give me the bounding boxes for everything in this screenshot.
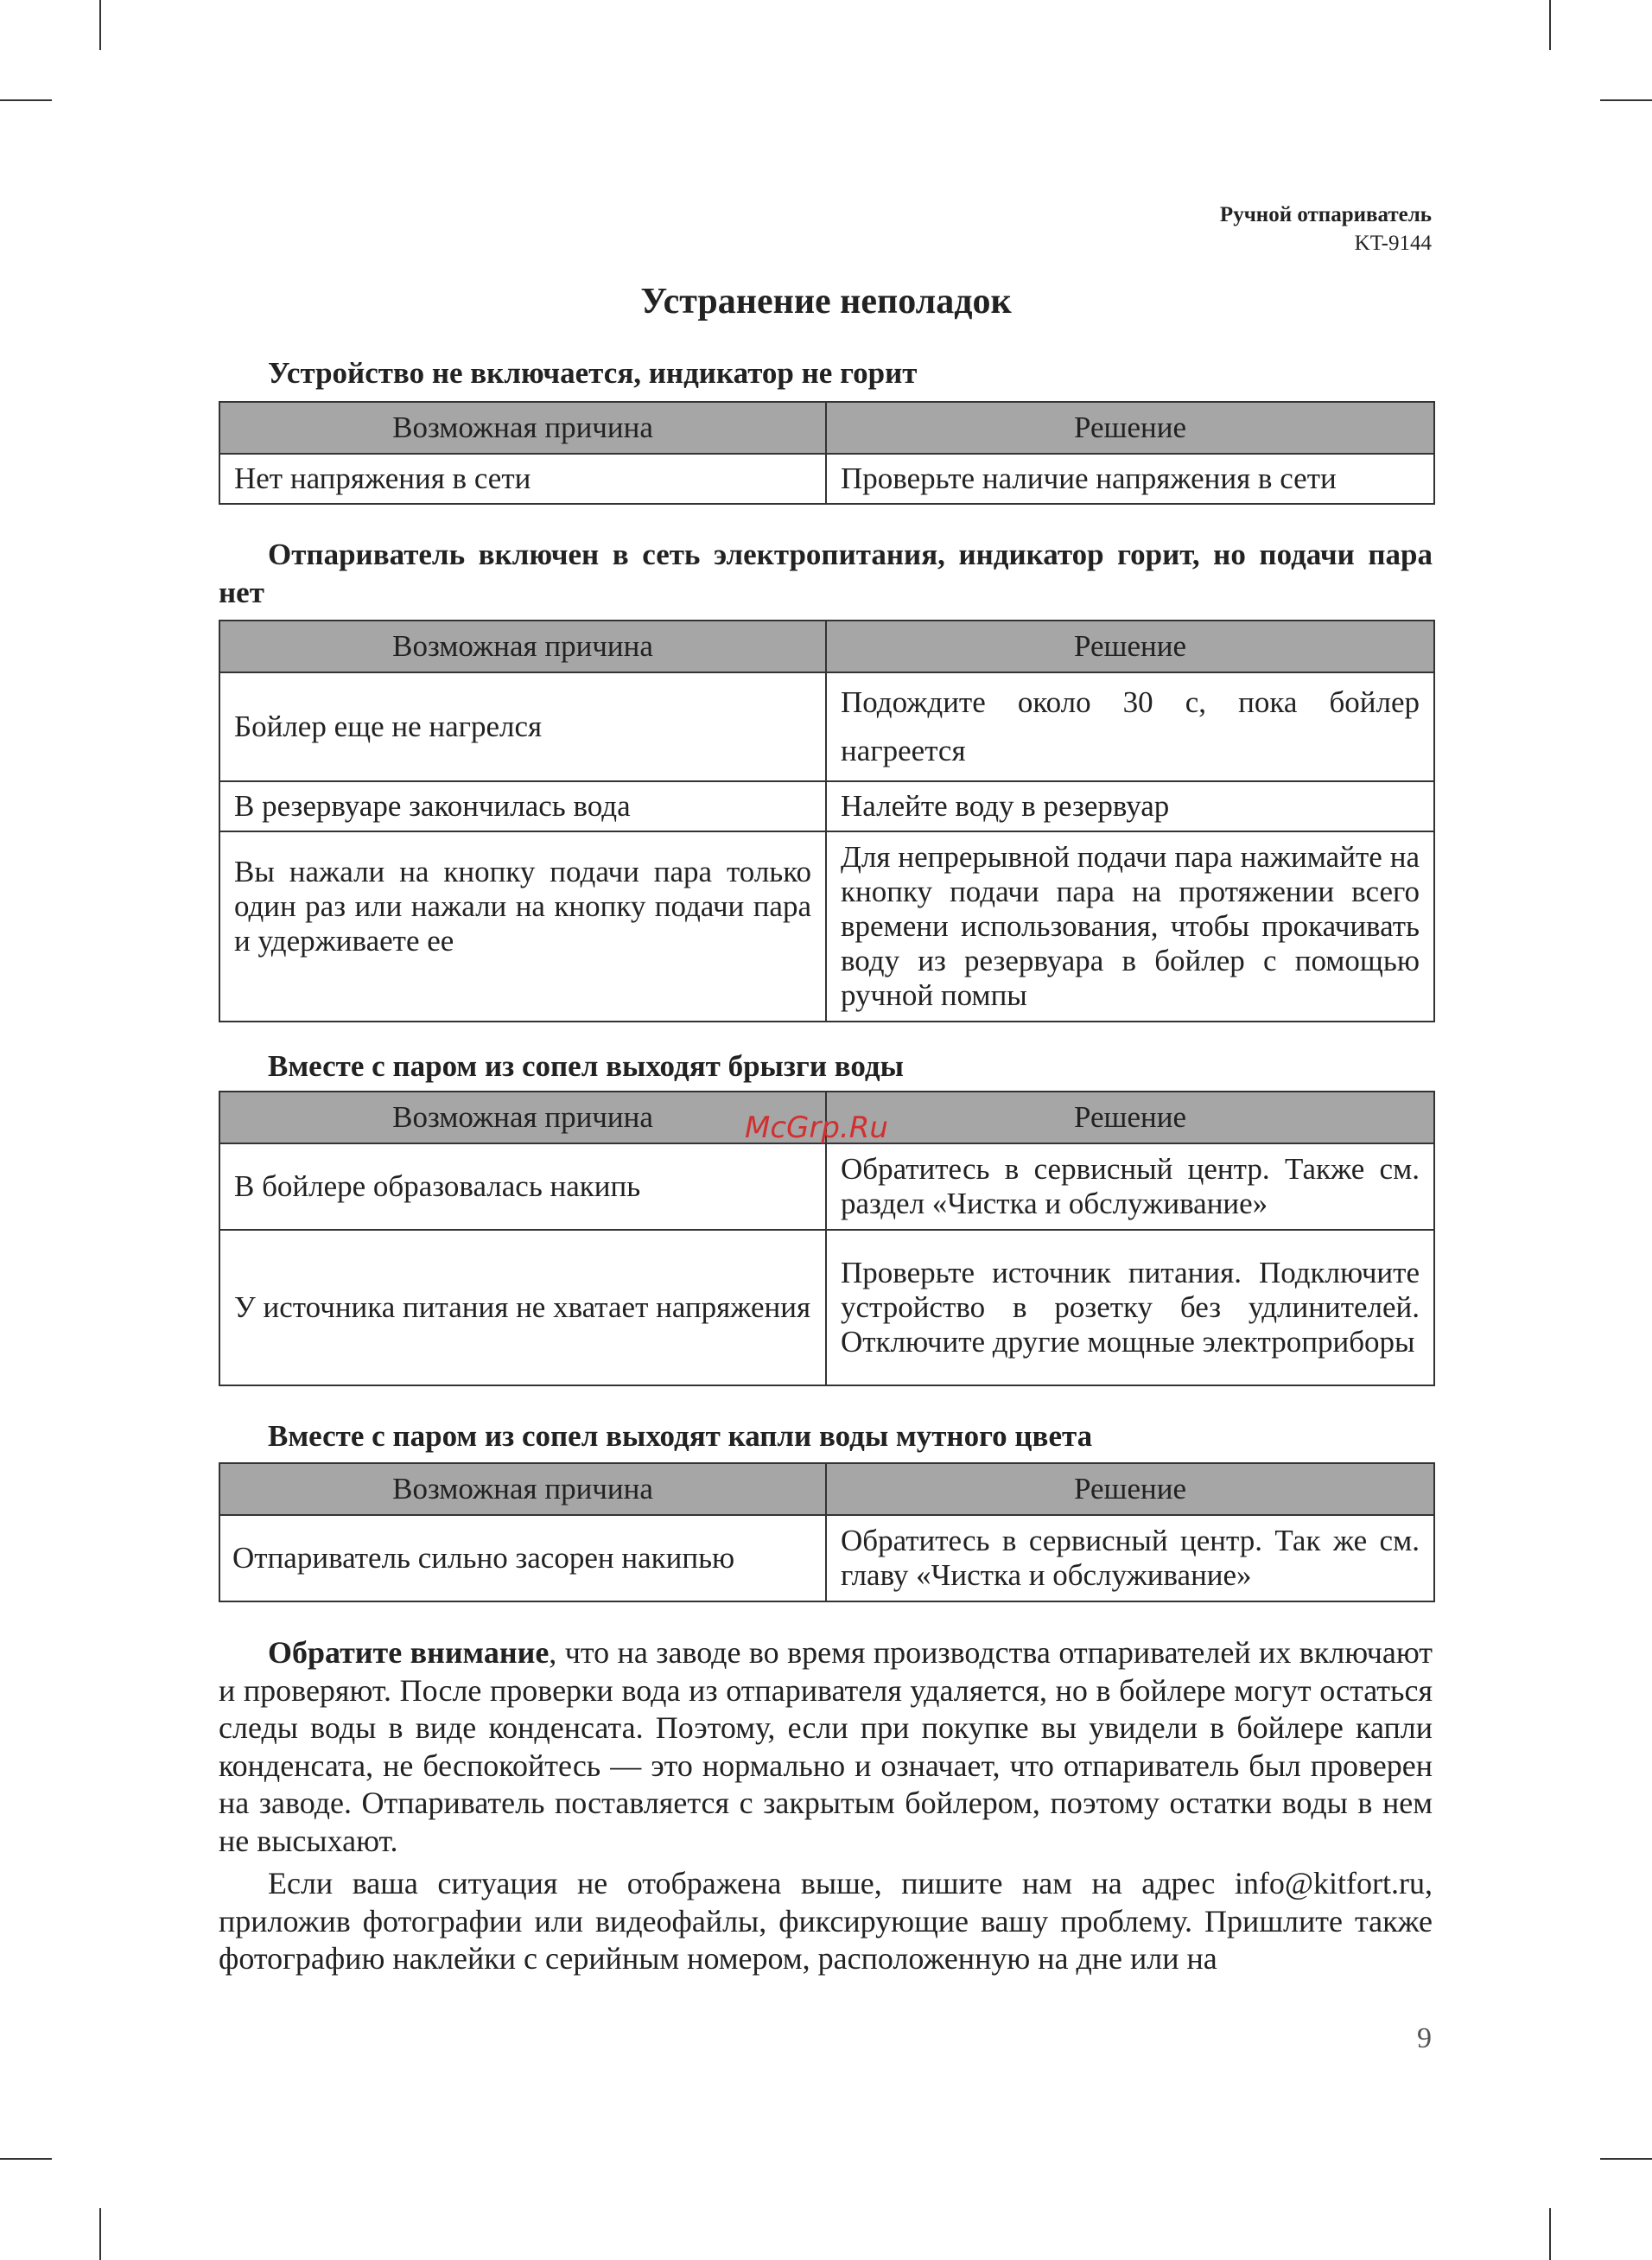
table-header-row — [219, 1463, 1434, 1515]
note-paragraph — [219, 1634, 1433, 1860]
crop-mark — [0, 2158, 52, 2160]
table-header-row — [219, 621, 1434, 672]
troubleshooting-table-2 — [219, 620, 1435, 1022]
table-row — [219, 672, 1434, 781]
table-row — [219, 1230, 1434, 1385]
solution-cell: Проверьте источник питания. Подключите устройство в розетку без удлинителей. Отключите другие мощные электроприборы — [826, 1230, 1434, 1385]
column-header-solution: Решение — [826, 621, 1434, 672]
section-heading-4: Вместе с паром из сопел выходят капли воды мутного цвета — [268, 1419, 1093, 1453]
crop-mark — [99, 2208, 101, 2260]
cause-cell: Бойлер еще не нагрелся — [219, 672, 826, 781]
table-row — [219, 781, 1434, 831]
running-header — [1220, 201, 1432, 258]
crop-mark — [99, 0, 101, 50]
column-header-cause: Возможная причина — [219, 621, 826, 672]
cause-cell: В резервуаре закончилась вода — [219, 781, 826, 831]
page-number: 9 — [1417, 2022, 1432, 2054]
solution-cell: Проверьте наличие напряжения в сети — [826, 454, 1434, 504]
table-row — [219, 831, 1434, 1022]
cause-cell: У источника питания не хватает напряжения — [219, 1230, 826, 1385]
crop-mark — [1600, 2158, 1652, 2160]
solution-cell: Обратитесь в сервисный центр. Так же см. главу «Чистка и обслуживание» — [826, 1515, 1434, 1601]
header-model: KT-9144 — [1354, 232, 1432, 255]
note-bold: Обратите внимание — [268, 1635, 550, 1670]
solution-cell: Для непрерывной подачи пара нажимайте на кнопку подачи пара на протяжении всего времени использования, чтобы прокачивать воду из резервуара в бойлер с помощью ручной помпы — [826, 831, 1434, 1022]
troubleshooting-table-4 — [219, 1462, 1435, 1602]
section-heading-3: Вместе с паром из сопел выходят брызги воды — [268, 1049, 904, 1083]
cause-cell: Вы нажали на кнопку подачи пара только один раз или нажали на кнопку подачи пара и удерживаете ее — [219, 831, 826, 1022]
section-heading-1: Устройство не включается, индикатор не горит — [268, 356, 918, 390]
column-header-solution: Решение — [826, 1092, 1434, 1143]
cause-cell: Нет напряжения в сети — [219, 454, 826, 504]
watermark: McGrp.Ru — [745, 1111, 888, 1145]
column-header-cause: Возможная причина — [219, 1463, 826, 1515]
table-row — [219, 1515, 1434, 1601]
note-text: , что на заводе во время производства отпаривателей их включают и проверяют. После проверки вода из отпаривателя удаляется, но в бойлере могут остаться следы воды в виде конденсата. Поэтому, если при покупке вы увидели в бойлере капли конденсата, не беспокойтесь — это нормально и означает, что отпариватель был проверен на заводе. Отпариватель поставляется с закрытым бойлером, поэтому остатки воды в нем не высыхают. — [219, 1635, 1433, 1858]
troubleshooting-table-1 — [219, 401, 1435, 505]
table-header-row — [219, 402, 1434, 454]
cause-cell: В бойлере образовалась накипь — [219, 1143, 826, 1230]
page-title: Устранение неполадок — [640, 282, 1012, 321]
column-header-solution: Решение — [826, 402, 1434, 454]
table-row — [219, 454, 1434, 504]
crop-mark — [1600, 99, 1652, 101]
crop-mark — [1549, 0, 1551, 50]
section-heading-2: Отпариватель включен в сеть электропитания, индикатор горит, но подачи пара нет — [219, 538, 1433, 609]
crop-mark — [0, 99, 52, 101]
note-paragraphs — [219, 1634, 1433, 1978]
contact-paragraph: Если ваша ситуация не отображена выше, пишите нам на адрес info@kitfort.ru, приложив фотографии или видеофайлы, фиксирующие вашу проблему. Пришлите также фотографию наклейки с серийным номером, расположенную на дне или на — [219, 1866, 1433, 1976]
column-header-cause: Возможная причина — [219, 402, 826, 454]
table-row — [219, 1143, 1434, 1230]
solution-cell: Подождите около 30 с, пока бойлер нагреется — [826, 672, 1434, 781]
header-product: Ручной отпариватель — [1219, 203, 1432, 226]
solution-cell: Обратитесь в сервисный центр. Также см. раздел «Чистка и обслуживание» — [826, 1143, 1434, 1230]
cause-cell: Отпариватель сильно засорен накипью — [219, 1515, 826, 1601]
column-header-solution: Решение — [826, 1463, 1434, 1515]
solution-cell: Налейте воду в резервуар — [826, 781, 1434, 831]
column-header-cause: Возможная причина — [219, 1092, 826, 1143]
crop-mark — [1549, 2208, 1551, 2260]
